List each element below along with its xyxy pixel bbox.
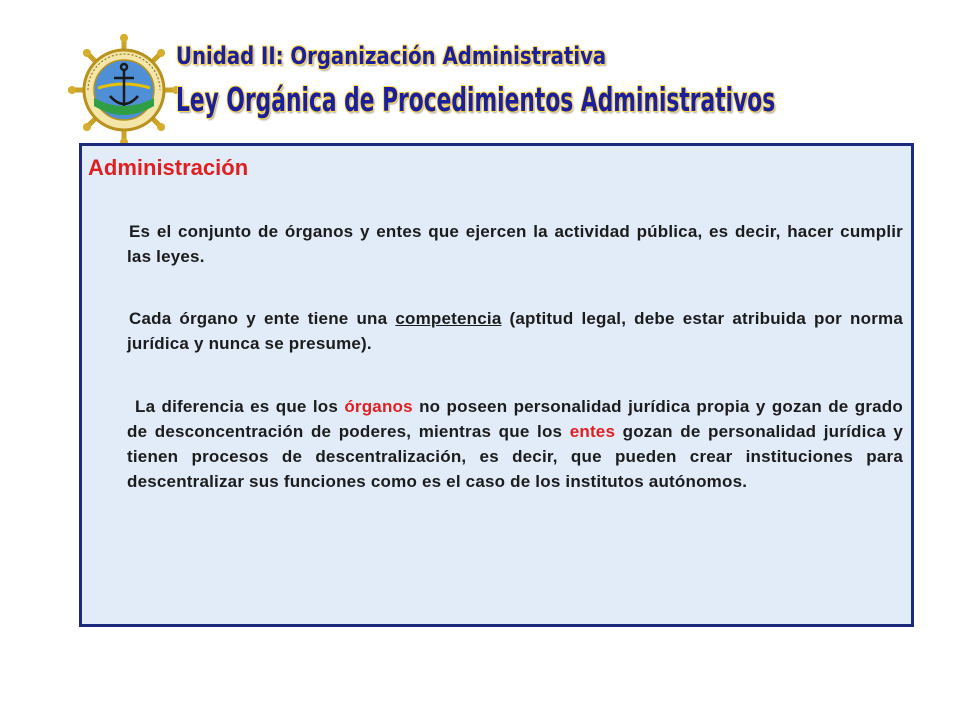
content-panel	[79, 143, 914, 627]
entities-term: entes	[569, 422, 616, 441]
paragraph-difference-text-b: no poseen personalidad jurídica propia y gozan de grado de desconcentración de poderes, mientras que los	[127, 397, 903, 441]
paragraph-difference-text-c: gozan de personalidad jurídica y tienen procesos de descentralización, es decir, que pueden crear instituciones para descentralizar sus funciones como es el caso de los institutos autónomos.	[127, 422, 903, 491]
paragraph-definition	[127, 219, 903, 269]
university-emblem-icon	[68, 34, 180, 146]
paragraph-competence-text-a: Cada órgano y ente tiene una	[129, 309, 396, 328]
paragraph-difference	[127, 394, 903, 494]
organs-term: órganos	[344, 397, 413, 416]
paragraph-competence-text-b: (aptitud legal, debe estar atribuida por norma jurídica y nunca se presume).	[127, 309, 903, 353]
paragraph-difference-text-a: La diferencia es que los	[135, 397, 345, 416]
paragraph-definition-text: Es el conjunto de órganos y entes que ejercen la actividad pública, es decir, hacer cumplir las leyes.	[127, 222, 903, 266]
paragraph-competence	[127, 306, 903, 356]
section-heading: Administración	[88, 155, 249, 180]
law-title: Ley Orgánica de Procedimientos Administrativos	[176, 80, 776, 119]
unit-title: Unidad II: Organización Administrativa	[176, 42, 607, 70]
competence-term: competencia	[395, 309, 502, 328]
